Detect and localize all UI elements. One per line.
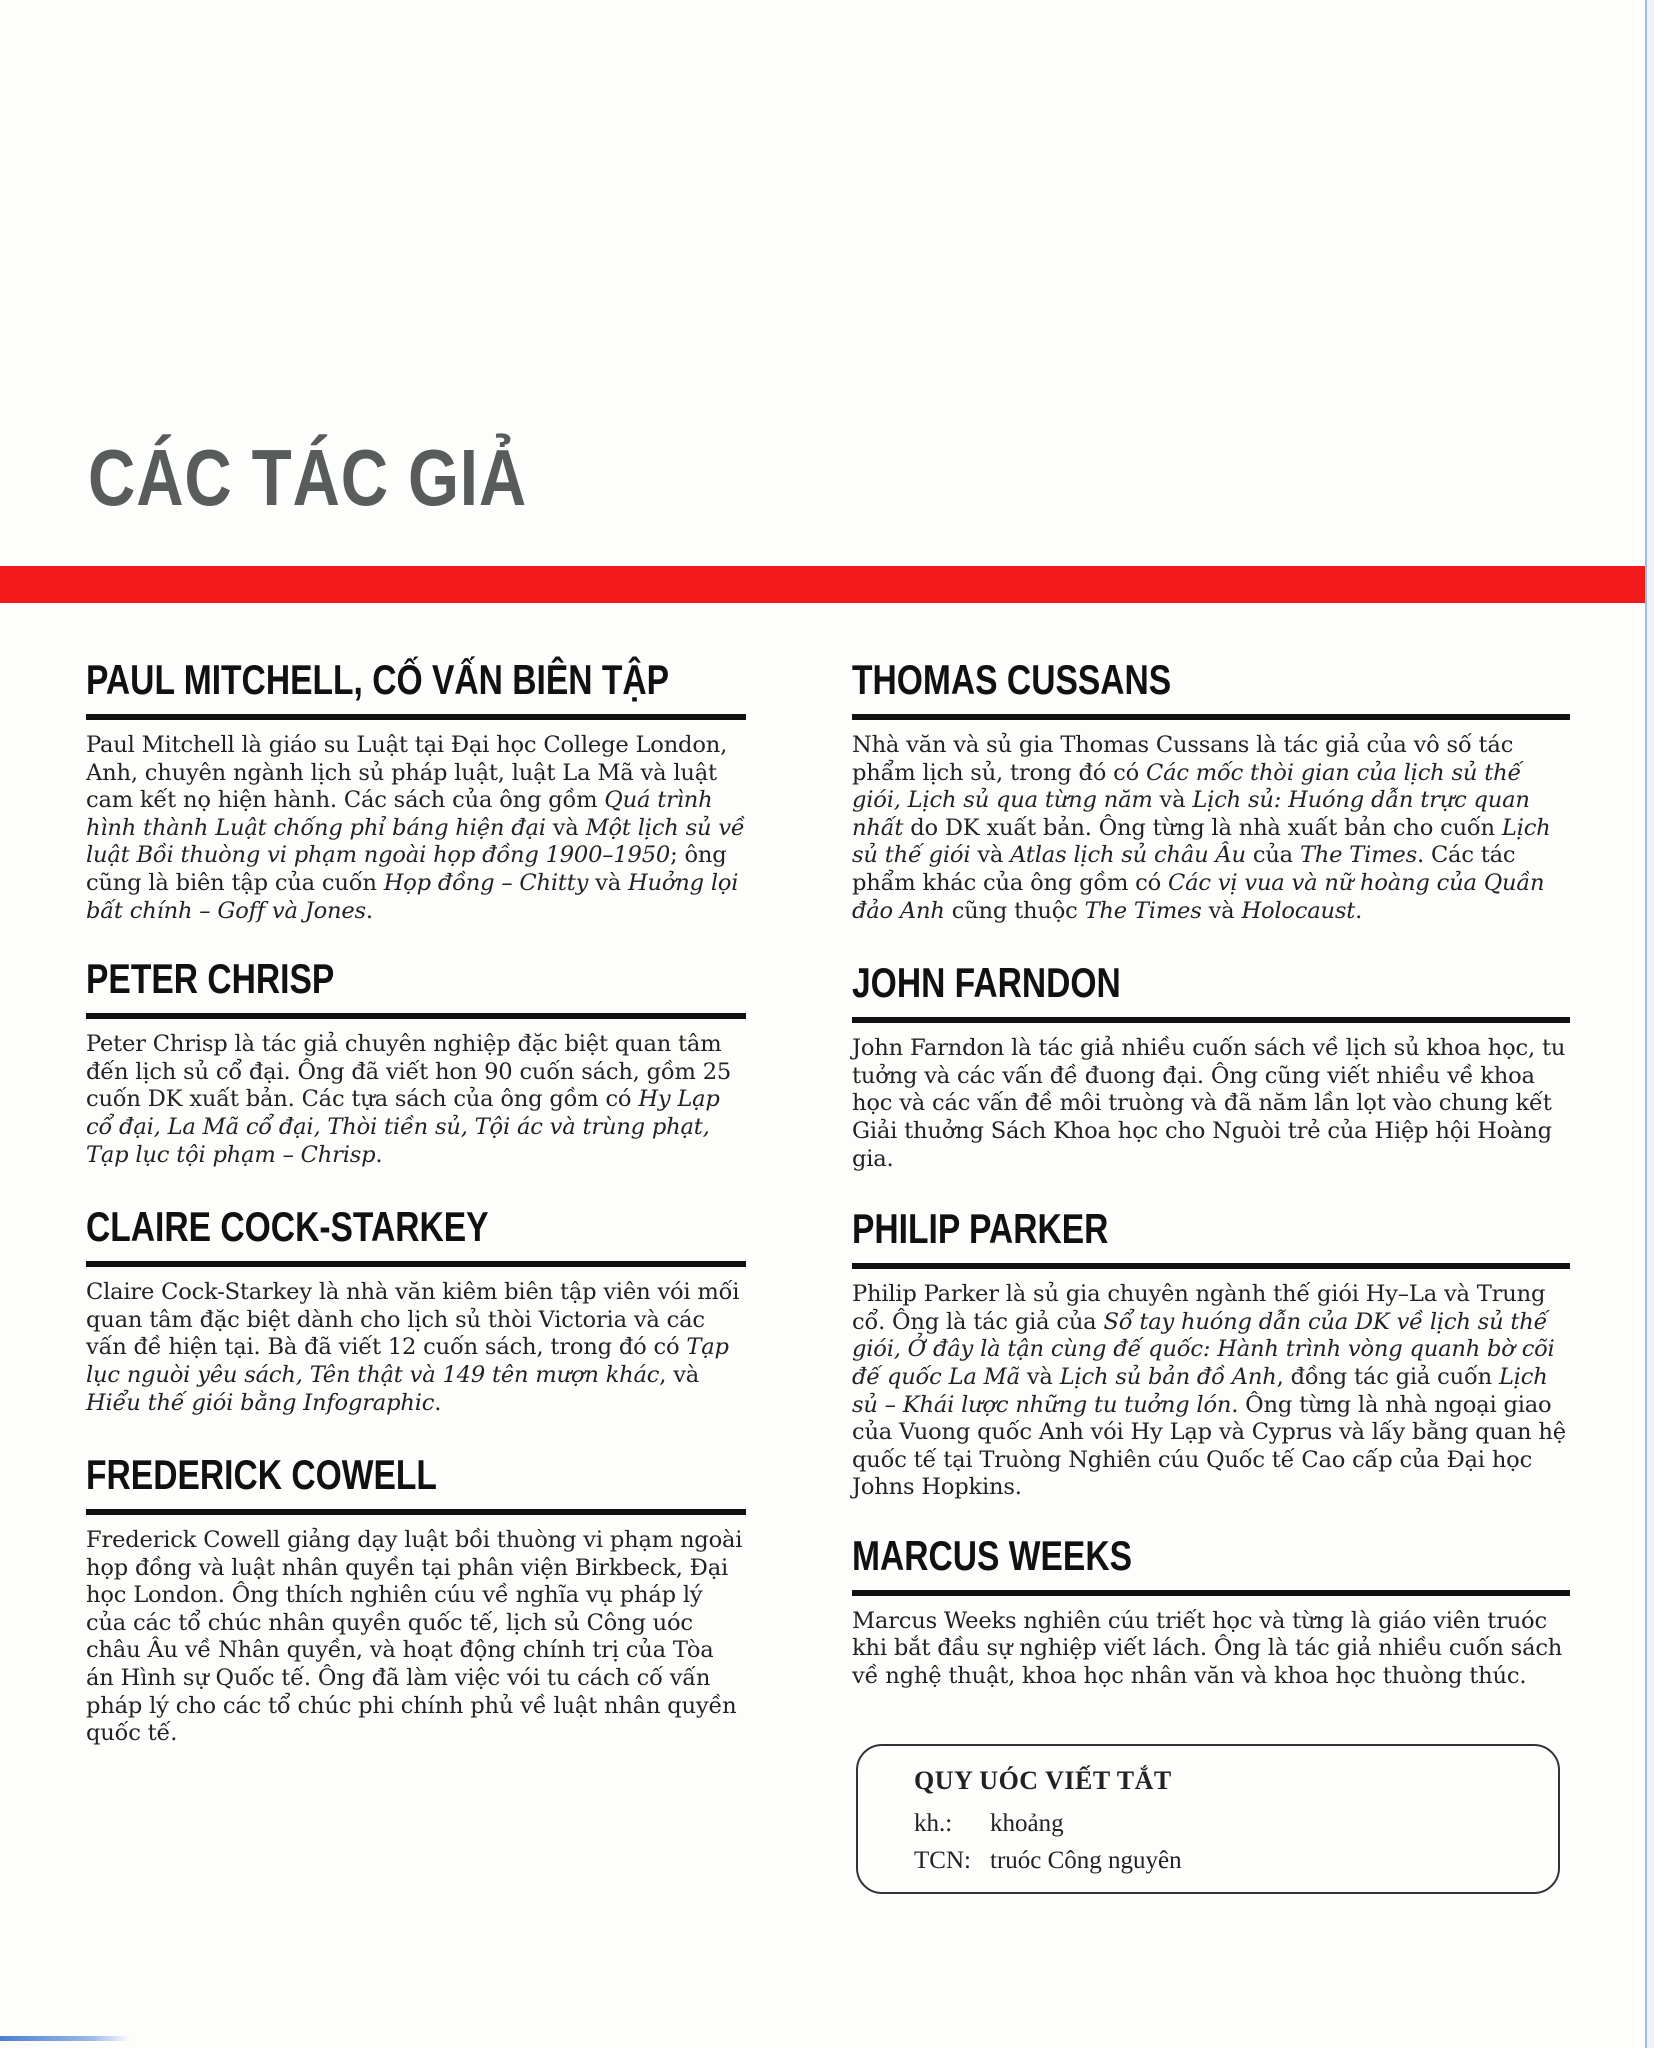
book-title: Một lịch sủ về luật Bồi thuòng vi phạm ngoài họp đồng 1900–1950 bbox=[86, 814, 745, 869]
book-title: Tạp lục nguòi yêu sách, Tên thật và 149 tên mượn khác bbox=[86, 1334, 729, 1388]
book-title: Sổ tay huóng dẫn của DK về lịch sủ thế giói, Ở đây là tận cùng đế quốc: Hành trình vòng quanh bờ cõi đế quốc La Mã bbox=[852, 1308, 1555, 1390]
bio-text: Peter Chrisp là tác giả chuyên nghiệp đặc biệt quan tâm đến lịch sủ cổ đại. Ông đã viết hon 90 cuốn sách, gồm 25 cuốn DK xuất bản. Các tựa sách của ông gồm có bbox=[86, 1031, 732, 1113]
bio-text: và bbox=[1201, 897, 1242, 924]
bio-text: và bbox=[545, 814, 586, 841]
author-entry bbox=[852, 955, 1570, 1173]
book-title: Hiểu thế giói bằng Infographic bbox=[86, 1389, 435, 1416]
bio-text: . bbox=[1355, 897, 1363, 924]
author-bio bbox=[852, 1281, 1570, 1502]
abbreviation-row bbox=[914, 1810, 1064, 1838]
abbreviation-key: kh.: bbox=[914, 1810, 953, 1837]
book-title: The Times bbox=[1299, 842, 1417, 869]
bio-text: John Farndon là tác giả nhiều cuốn sách về lịch sủ khoa học, tu tuởng và các vấn đề đuong đại. Ông cũng viết nhiều về khoa học và các vấn đề môi truòng và đã năm lần lọt vào chung kết Giải thuởng Sách Khoa học cho Nguòi trẻ của Hiệp hội Hoàng gia. bbox=[852, 1035, 1566, 1172]
bio-text: và bbox=[588, 869, 629, 896]
bio-text: . Các tác phẩm khác của ông gồm có bbox=[852, 842, 1516, 896]
author-bio bbox=[86, 1527, 746, 1748]
book-title: Huởng lọi bất chính – Goff và Jones bbox=[86, 869, 739, 924]
bio-text: Paul Mitchell là giáo su Luật tại Đại học College London, Anh, chuyên ngành lịch sủ pháp luật, luật La Mã và luật cam kết nọ hiện hành. Các sách của ông gồm bbox=[86, 732, 728, 814]
author-name: JOHN FARNDON bbox=[852, 959, 1121, 1007]
abbreviation-key: TCN: bbox=[914, 1847, 971, 1874]
heading-rule bbox=[86, 1013, 746, 1019]
bio-text: . bbox=[365, 897, 373, 924]
left-column bbox=[86, 640, 746, 1748]
page-margin bbox=[1647, 0, 1654, 2048]
abbreviation-meaning: truóc Công nguyên bbox=[990, 1847, 1182, 1874]
author-name: MARCUS WEEKS bbox=[852, 1531, 1133, 1579]
heading-rule bbox=[852, 1263, 1570, 1269]
author-bio bbox=[852, 732, 1570, 925]
abbreviation-meaning: khoảng bbox=[990, 1810, 1064, 1837]
author-name: PAUL MITCHELL, CỐ VẤN BIÊN TẬP bbox=[86, 656, 670, 703]
bio-text: Claire Cock-Starkey là nhà văn kiêm biên tập viên vói mối quan tâm đặc biệt dành cho lịch sủ thòi Victoria và các vấn đề hiện tại. Bà đã viết 12 cuốn sách, trong đó có bbox=[86, 1279, 740, 1361]
bio-text: và bbox=[1152, 787, 1193, 814]
heading-rule bbox=[86, 1509, 746, 1515]
book-title: Các mốc thòi gian của lịch sủ thế giói, Lịch sủ qua từng năm bbox=[852, 759, 1522, 814]
author-bio bbox=[852, 1608, 1570, 1691]
author-entry bbox=[86, 1199, 746, 1417]
bio-text: và bbox=[970, 842, 1011, 869]
book-title: Hy Lạp cổ đại, La Mã cổ đại, Thòi tiền sủ, Tội ác và trùng phạt, Tạp lục tội phạm – Chrisp bbox=[86, 1086, 720, 1168]
author-entry bbox=[852, 1201, 1570, 1502]
heading-rule bbox=[852, 1590, 1570, 1596]
book-title: Atlas lịch sủ châu Âu bbox=[1010, 842, 1246, 869]
abbreviation-row bbox=[914, 1847, 1182, 1875]
author-entry bbox=[86, 652, 746, 925]
heading-rule bbox=[852, 1017, 1570, 1023]
bio-text: , đồng tác giả cuốn bbox=[1276, 1363, 1499, 1390]
author-name: THOMAS CUSSANS bbox=[852, 656, 1172, 703]
author-entry bbox=[852, 1528, 1570, 1691]
author-bio bbox=[852, 1035, 1570, 1173]
bio-text: Marcus Weeks nghiên cúu triết học và từng là giáo viên truóc khi bắt đầu sự nghiệp viết lách. Ông là tác giả nhiều cuốn sách về nghệ thuật, khoa học nhân văn và khoa học thuòng thúc. bbox=[852, 1607, 1563, 1690]
heading-rule bbox=[852, 714, 1570, 720]
right-column bbox=[852, 640, 1570, 1691]
red-accent-band bbox=[0, 566, 1645, 603]
author-entry bbox=[86, 951, 746, 1169]
author-entry bbox=[86, 1447, 746, 1748]
book-title: Lịch sủ thế giói bbox=[852, 814, 1551, 869]
book-title: Lịch sủ – Khái lược những tu tuởng lón bbox=[852, 1363, 1548, 1418]
bio-text: . bbox=[434, 1389, 442, 1416]
author-bio bbox=[86, 1031, 746, 1169]
author-bio bbox=[86, 1279, 746, 1417]
bio-text: Philip Parker là sủ gia chuyên ngành thế giói Hy–La và Trung cổ. Ông là tác giả của bbox=[852, 1281, 1546, 1335]
abbreviations-box bbox=[856, 1744, 1560, 1894]
bio-text: do DK xuất bản. Ông từng là nhà xuất bản cho cuốn bbox=[903, 814, 1502, 841]
book-title: The Times bbox=[1084, 897, 1202, 924]
heading-rule bbox=[86, 714, 746, 720]
book-title: Lịch sủ bản đồ Anh bbox=[1059, 1363, 1277, 1390]
scan-edge-strip bbox=[0, 2036, 130, 2041]
bio-text: của bbox=[1245, 842, 1300, 869]
book-title: Holocaust bbox=[1241, 897, 1356, 924]
author-bio bbox=[86, 732, 746, 925]
abbreviations-title: QUY UÓC VIẾT TẮT bbox=[914, 1766, 1172, 1795]
book-title: Quá trình hình thành Luật chống phỉ báng hiện đại bbox=[86, 787, 713, 841]
author-name: PETER CHRISP bbox=[86, 955, 335, 1003]
author-name: CLAIRE COCK-STARKEY bbox=[86, 1203, 489, 1251]
bio-text: , và bbox=[659, 1361, 700, 1388]
page-title: CÁC TÁC GIẢ bbox=[88, 433, 528, 522]
bio-text: . bbox=[375, 1141, 383, 1168]
bio-text: cũng thuộc bbox=[944, 897, 1085, 924]
book-title: Các vị vua và nữ hoàng của Quần đảo Anh bbox=[852, 869, 1545, 924]
bio-text: Frederick Cowell giảng dạy luật bồi thuòng vi phạm ngoài họp đồng và luật nhân quyền tại phân viện Birkbeck, Đại học London. Ông thích nghiên cúu về nghĩa vụ pháp lý của các tổ chúc nhân quyền quốc tế, lịch sủ Công uóc châu Âu về Nhân quyền, và hoạt động chính trị của Tòa án Hình sự Quốc tế. Ông đã làm việc vói tu cách cố vấn pháp lý cho các tổ chúc phi chính phủ về luật nhân quyền quốc tế. bbox=[86, 1527, 743, 1747]
page-edge-line bbox=[1645, 0, 1647, 2048]
book-title: Họp đồng – Chitty bbox=[383, 869, 589, 896]
book-title: Lịch sủ: Huóng dẫn trực quan nhất bbox=[852, 787, 1530, 841]
author-name: FREDERICK COWELL bbox=[86, 1451, 437, 1499]
bio-text: . Ông từng là nhà ngoại giao của Vuong quốc Anh vói Hy Lạp và Cyprus và lấy bằng quan hệ quốc tế tại Truòng Nghiên cúu Quốc tế Cao cấp của Đại học Johns Hopkins. bbox=[852, 1391, 1566, 1501]
bio-text: ; ông cũng là biên tập của cuốn bbox=[86, 842, 727, 896]
author-name: PHILIP PARKER bbox=[852, 1205, 1109, 1253]
bio-text: và bbox=[1019, 1363, 1060, 1390]
heading-rule bbox=[86, 1261, 746, 1267]
author-entry bbox=[852, 652, 1570, 925]
bio-text: Nhà văn và sủ gia Thomas Cussans là tác giả của vô số tác phẩm lịch sủ, trong đó có bbox=[852, 732, 1514, 786]
